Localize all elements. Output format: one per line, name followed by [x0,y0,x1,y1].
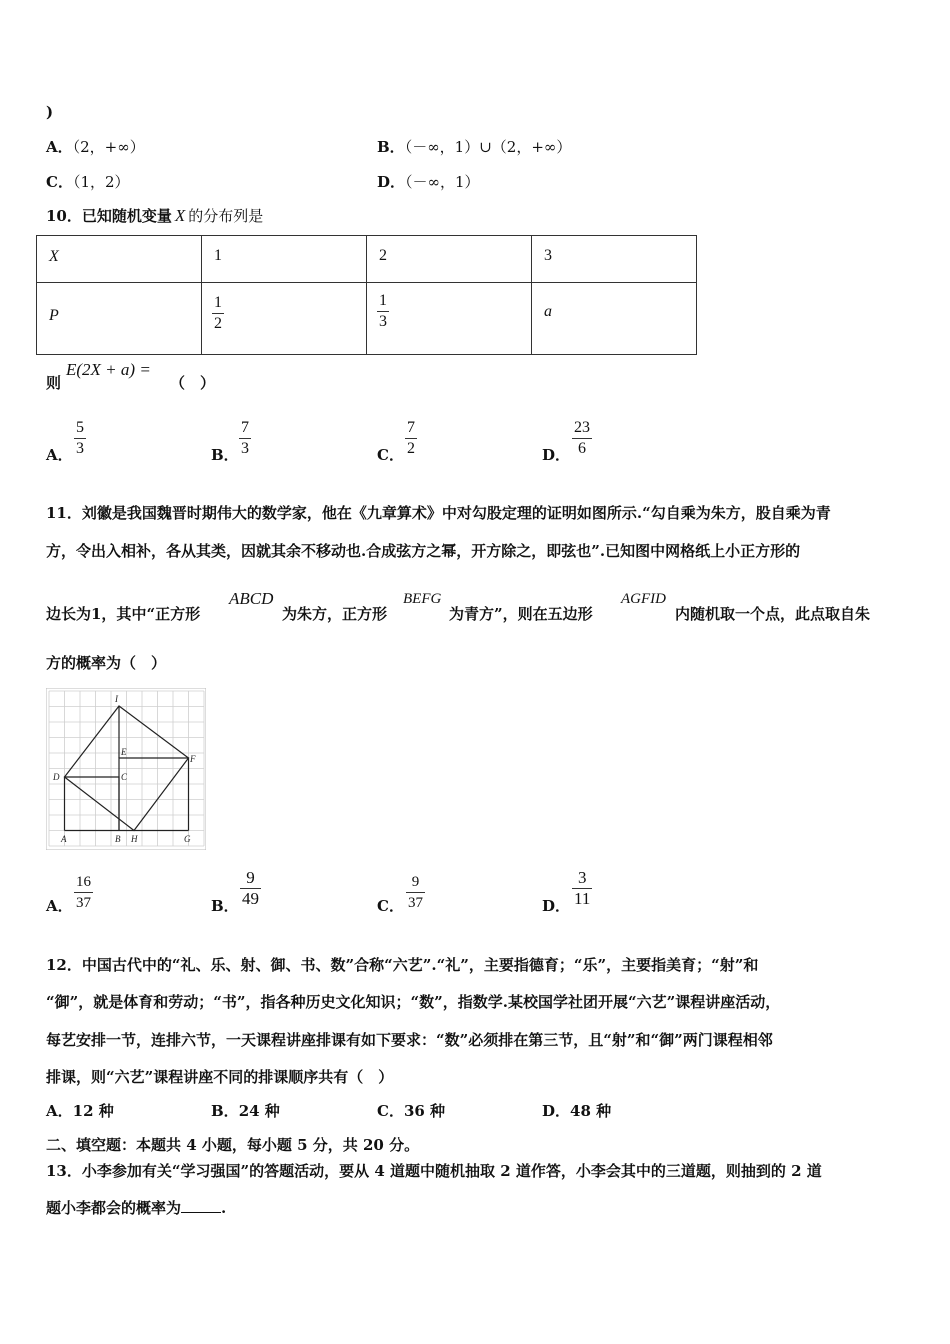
label-a: A [61,834,67,844]
q11-line-1: 11．刘徽是我国魏晋时期伟大的数学家，他在《九章算术》中对勾股定理的证明如图所示.“勾自乘为朱方，股自乘为青 [46,504,831,522]
table-cell-x-header: X [37,236,202,283]
q10-ask-paren: （ ） [170,374,216,392]
q11-var-agfid: AGFID [621,591,666,607]
q11-option-b-label: B． [211,897,239,915]
q11-option-d-label: D． [542,897,571,915]
q12-option-c: C．36 种 [377,1102,446,1120]
table-cell-x1: 1 [202,236,367,283]
label-i: I [115,694,118,704]
q11-var-befg: BEFG [403,591,442,607]
q9-option-b: B．（－∞，1）∪（2，+∞） [377,138,572,156]
q9-option-c: C．（1，2） [46,173,130,191]
q11-option-d-fraction: $\frac{3}{11}$ [574,868,591,908]
fraction: $\frac{1}{3}$ [379,292,387,330]
table-cell-p3: a [532,283,697,355]
table-cell-x2: 2 [367,236,532,283]
q10-option-d-fraction: $\frac{23}{6}$ [574,419,590,457]
table-cell-p1 [202,283,367,355]
distribution-table [36,235,697,355]
q10-option-a-label: A． [46,446,73,464]
q11-var-abcd: ABCD [229,589,274,608]
label-e: E [121,747,127,757]
table-cell-x3: 3 [532,236,697,283]
q12-line-3: 每艺安排一节，连排六节，一天课程讲座排课有如下要求：“数”必须排在第三节，且“射”和“御”两门课程相邻 [46,1031,773,1049]
q9-option-a: A．（2，+∞） [46,138,145,156]
q9-tail: ) [46,103,54,121]
q12-option-b: B．24 种 [211,1102,280,1120]
q12-option-d: D．48 种 [542,1102,612,1120]
q10-option-c-label: C． [377,446,404,464]
q11-line-2: 方，令出入相补，各从其类，因就其余不移动也.合成弦方之幂，开方除之，即弦也”.已知图中网格纸上小正方形的 [46,542,801,560]
label-f: F [190,754,196,764]
q11-option-b-fraction: $\frac{9}{49}$ [242,868,259,908]
q9-option-d: D．（－∞，1） [377,173,480,191]
q12-option-a: A．12 种 [46,1102,114,1120]
label-h: H [131,834,138,844]
q11-line-3b: 为朱方，正方形 [282,605,388,623]
fraction: $\frac{1}{2}$ [214,294,222,332]
q11-line-3c: 为青方”，则在五边形 [449,605,593,623]
q10-option-c-fraction: $\frac{7}{2}$ [407,419,415,457]
q10-stem: 10．已知随机变量 X 的分布列是 [46,206,264,225]
table-cell-p-header: P [37,283,202,355]
q11-line-3a: 边长为1，其中“正方形 [46,605,201,623]
q12-line-2: “御”，就是体育和劳动；“书”，指各种历史文化知识；“数”，指数学.某校国学社团开展“六艺”课程讲座活动， [46,993,781,1011]
q10-option-a-fraction: $\frac{5}{3}$ [76,419,84,457]
q11-line-4: 方的概率为（ ） [46,654,167,672]
q12-line-4: 排课，则“六艺”课程讲座不同的排课顺序共有（ ） [46,1068,394,1086]
q11-option-a-fraction: $\frac{16}{37}$ [76,874,91,911]
pythagorean-grid-figure [46,688,206,850]
q12-line-1: 12．中国古代中的“礼、乐、射、御、书、数”合称“六艺”.“礼”，主要指德育；“乐”，主要指美育；“射”和 [46,956,759,974]
q11-option-c-label: C． [377,897,404,915]
answer-blank[interactable] [181,1200,221,1213]
q10-option-b-fraction: $\frac{7}{3}$ [241,419,249,457]
q10-option-b-label: B． [211,446,239,464]
label-c: C [121,772,128,782]
label-b: B [115,834,121,844]
q11-option-c-fraction: $\frac{9}{37}$ [408,874,423,911]
table-cell-p2 [367,283,532,355]
q10-ask-prefix: 则 [46,374,62,392]
q11-option-a-label: A． [46,897,73,915]
q10-option-d-label: D． [542,446,571,464]
q11-line-3d: 内随机取一个点，此点取自朱 [675,605,871,623]
section-heading-fill-in: 二、填空题：本题共 4 小题，每小题 5 分，共 20 分。 [46,1136,420,1154]
q13-line-1: 13．小李参加有关“学习强国”的答题活动，要从 4 道题中随机抽取 2 道作答，小李会其中的三道题，则抽到的 2 道 [46,1162,822,1180]
label-d: D [53,772,60,782]
label-g: G [184,834,191,844]
q13-line-2: 题小李都会的概率为 . [46,1199,227,1217]
q10-ask-expression: E(2X + a) = [66,360,151,379]
